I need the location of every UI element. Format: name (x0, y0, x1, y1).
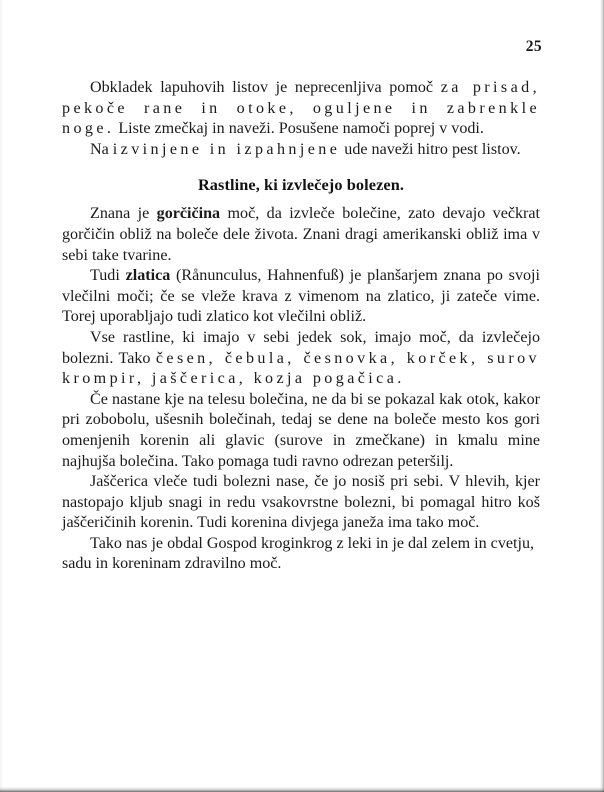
emphasis-bold: gorčičina (156, 205, 221, 223)
text-run: Tudi (90, 267, 126, 285)
text-run: Znana je (90, 205, 157, 223)
text-run: Tako nas je obdal Gospod kroginkrog z leki in je dal zelem in cvetju, sadu in koreninam zdravilno moč. (62, 534, 535, 573)
emphasis-letterspaced: česen, čebula, česnovka, korček, surov krompir, jaščerica, kozja pogačica. (62, 349, 540, 388)
text-run: Obkladek lapuhovih listov je neprecenljiva pomoč (90, 79, 441, 96)
paragraph-gorcicina (62, 204, 540, 266)
scan-edge-right (600, 0, 604, 792)
spacer-after-heading (62, 195, 540, 204)
text-run: Če nastane kje na telesu bolečina, ne da bi se pokazal kak otok, kakor pri zobobolu, ušesnih bolečinah, tedaj se dene na boleče mesto kos gori omenjenih korenin ali glavic (surove in zmečkane) in kmalu mine najhujša bolečina. Tako pomaga tudi ravno odrezan peteršilj. (62, 390, 540, 470)
emphasis-bold: zlatica (125, 267, 171, 285)
emphasis-letterspaced: izvinjene in izpahnjene (112, 140, 341, 158)
text-run: ude naveži hitro pest listov. (340, 140, 521, 158)
scan-edge-left (0, 0, 3, 792)
paragraph-tako-nas (62, 534, 540, 575)
page-number: 25 (525, 38, 542, 55)
paragraph-zlatica (62, 266, 540, 328)
page-text-block (62, 78, 540, 575)
emphasis-letterspaced: za prisad, pekoče rane in otoke, oguljene in zabrenkle noge. (62, 79, 540, 138)
text-run: Na (90, 140, 113, 158)
section-heading: Rastline, ki izvlečejo bolezen. (197, 175, 405, 195)
paragraph-obkladek (62, 78, 540, 140)
text-run: Jaščerica vleče tudi bolezni nase, če jo nosiš pri sebi. V hlevih, kjer nastopajo kljub snagi in redu vsakovrstne bolezni, bi pomagal hitro koš jaščeričinih korenin. Tudi korenina divjega janeža ima tako moč. (62, 473, 540, 532)
text-run: Vse rastline, ki imajo v sebi jedek sok, imajo moč, da izvlečejo bolezni. Tako (62, 328, 540, 367)
paragraph-jascerica (62, 472, 540, 534)
scan-edge-bottom (0, 787, 604, 792)
text-run: Liste zmečkaj in naveži. Posušene namoči poprej v vodi. (114, 120, 484, 138)
paragraph-vse-rastline (62, 328, 540, 390)
text-run: moč, da izvleče bolečine, zato devajo večkrat gorčičin obliž na boleče dele života. Znani dragi amerikanski obliž ima v sebi take tvarine. (62, 205, 540, 264)
paragraph-izvinjene (62, 140, 540, 161)
text-run: (Rånunculus, Hahnenfuß) je planšarjem znana po svoji vlečilni moči; če se vleže krava z vimenom na zlatico, ji zateče vime. Torej uporabljajo tudi zlatico kot vlečilni obliž. (62, 267, 540, 326)
spacer-before-heading (62, 160, 540, 174)
paragraph-ce-nastane (62, 390, 540, 472)
